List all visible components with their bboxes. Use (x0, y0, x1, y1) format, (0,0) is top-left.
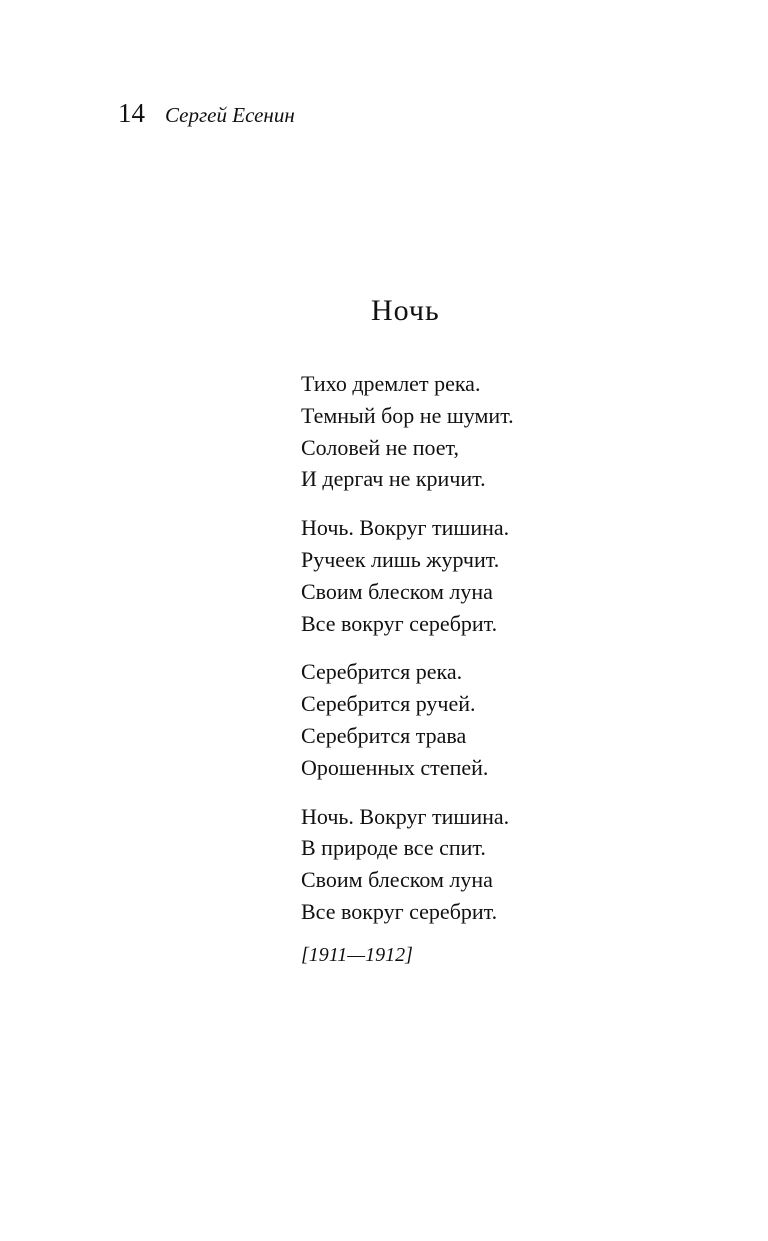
stanza (301, 656, 661, 783)
stanza (301, 512, 661, 639)
poem-line: Серебрится ручей. (301, 691, 476, 717)
poem-line: Тихо дремлет река. (301, 371, 481, 396)
poem-line: И дергач не кричит. (301, 466, 486, 492)
poem-line: Своим блеском луна (301, 867, 493, 893)
poem-date: [1911—1912] (301, 943, 413, 966)
poem-line: Темный бор не шумит. (301, 402, 514, 428)
poem-line: Ночь. Вокруг тишина. (301, 515, 510, 541)
running-head-author: Сергей Есенин (165, 103, 295, 127)
poem-line: Серебрится река. (301, 659, 463, 685)
poem-line: В природе все спит. (301, 835, 486, 861)
poem-body (301, 368, 661, 969)
poem-line: Все вокруг серебрит. (301, 610, 498, 636)
poem-title: Ночь (371, 294, 440, 327)
poem-line: Соловей не поет, (301, 434, 459, 460)
stanza (301, 801, 661, 928)
poem-line: Серебрится трава (301, 722, 467, 748)
running-head (118, 100, 295, 127)
page-number: 14 (118, 98, 145, 128)
poem-line: Ночь. Вокруг тишина. (301, 803, 510, 829)
poem-line: Ручеек лишь журчит. (301, 546, 500, 572)
poem-line: Своим блеском луна (301, 578, 493, 604)
poem-line: Все вокруг серебрит. (301, 898, 498, 924)
poem-line: Орошенных степей. (301, 754, 489, 780)
stanza (301, 368, 661, 495)
